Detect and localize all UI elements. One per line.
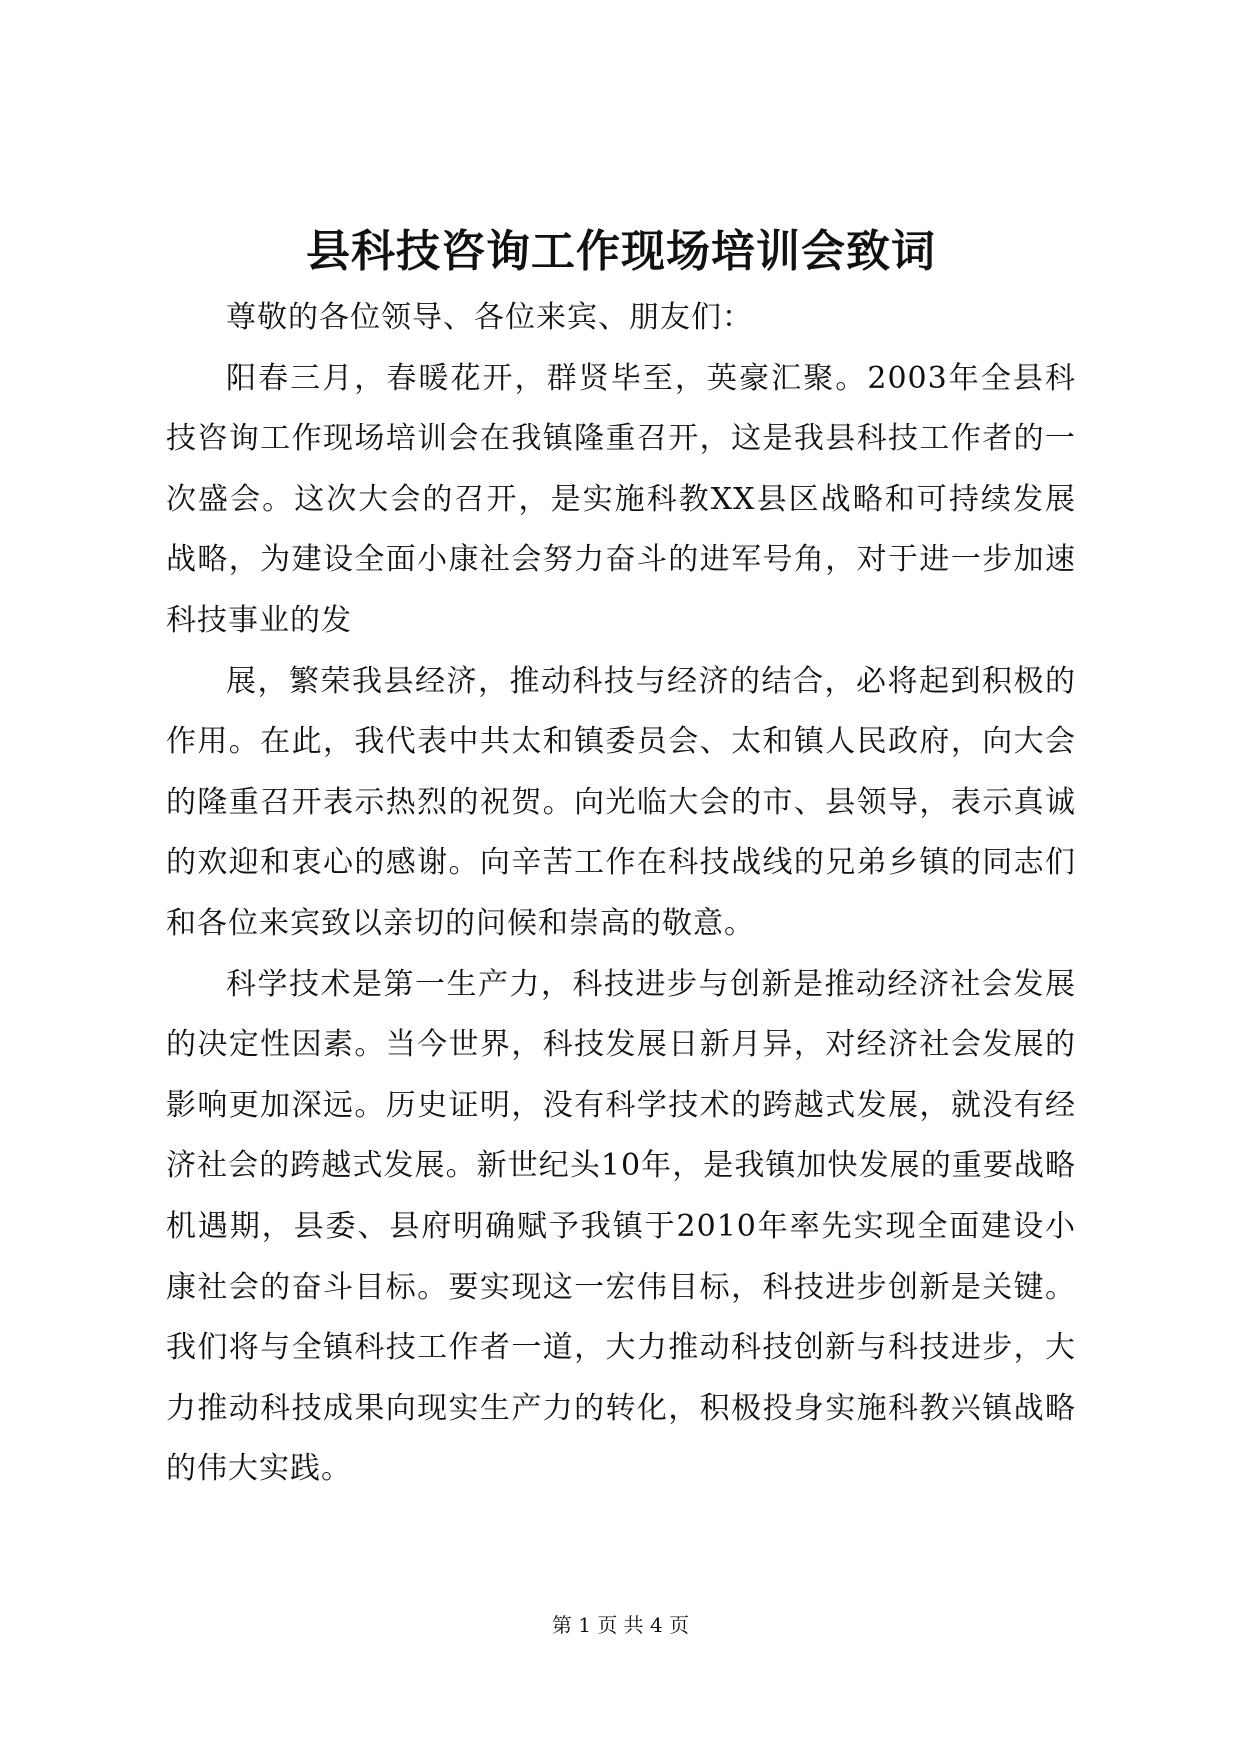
document-body <box>166 288 1076 1500</box>
body-paragraph-3: 科学技术是第一生产力，科技进步与创新是推动经济社会发展的决定性因素。当今世界，科技发展日新月异，对经济社会发展的影响更加深远。历史证明，没有科学技术的跨越式发展，就没有经济社会的跨越式发展。新世纪头10年，是我镇加快发展的重要战略机遇期，县委、县府明确赋予我镇于2010年率先实现全面建设小康社会的奋斗目标。要实现这一宏伟目标，科技进步创新是关键。我们将与全镇科技工作者一道，大力推动科技创新与科技进步，大力推动科技成果向现实生产力的转化，积极投身实施科教兴镇战略的伟大实践。 <box>166 966 1076 1487</box>
body-paragraph-1: 阳春三月，春暖花开，群贤毕至，英豪汇聚。2003年全县科技咨询工作现场培训会在我镇隆重召开，这是我县科技工作者的一次盛会。这次大会的召开，是实施科教XX县区战略和可持续发展战略，为建设全面小康社会努力奋斗的进军号角，对于进一步加速科技事业的发 <box>166 360 1076 638</box>
body-paragraph-2: 展，繁荣我县经济，推动科技与经济的结合，必将起到积极的作用。在此，我代表中共太和镇委员会、太和镇人民政府，向大会的隆重召开表示热烈的祝贺。向光临大会的市、县领导，表示真诚的欢迎和衷心的感谢。向辛苦工作在科技战线的兄弟乡镇的同志们和各位来宾致以亲切的问候和崇高的敬意。 <box>166 663 1076 941</box>
page-number-footer: 第 1 页 共 4 页 <box>551 1613 690 1637</box>
salutation-paragraph: 尊敬的各位领导、各位来宾、朋友们： <box>226 300 753 335</box>
document-title: 县科技咨询工作现场培训会致词 <box>306 226 936 277</box>
